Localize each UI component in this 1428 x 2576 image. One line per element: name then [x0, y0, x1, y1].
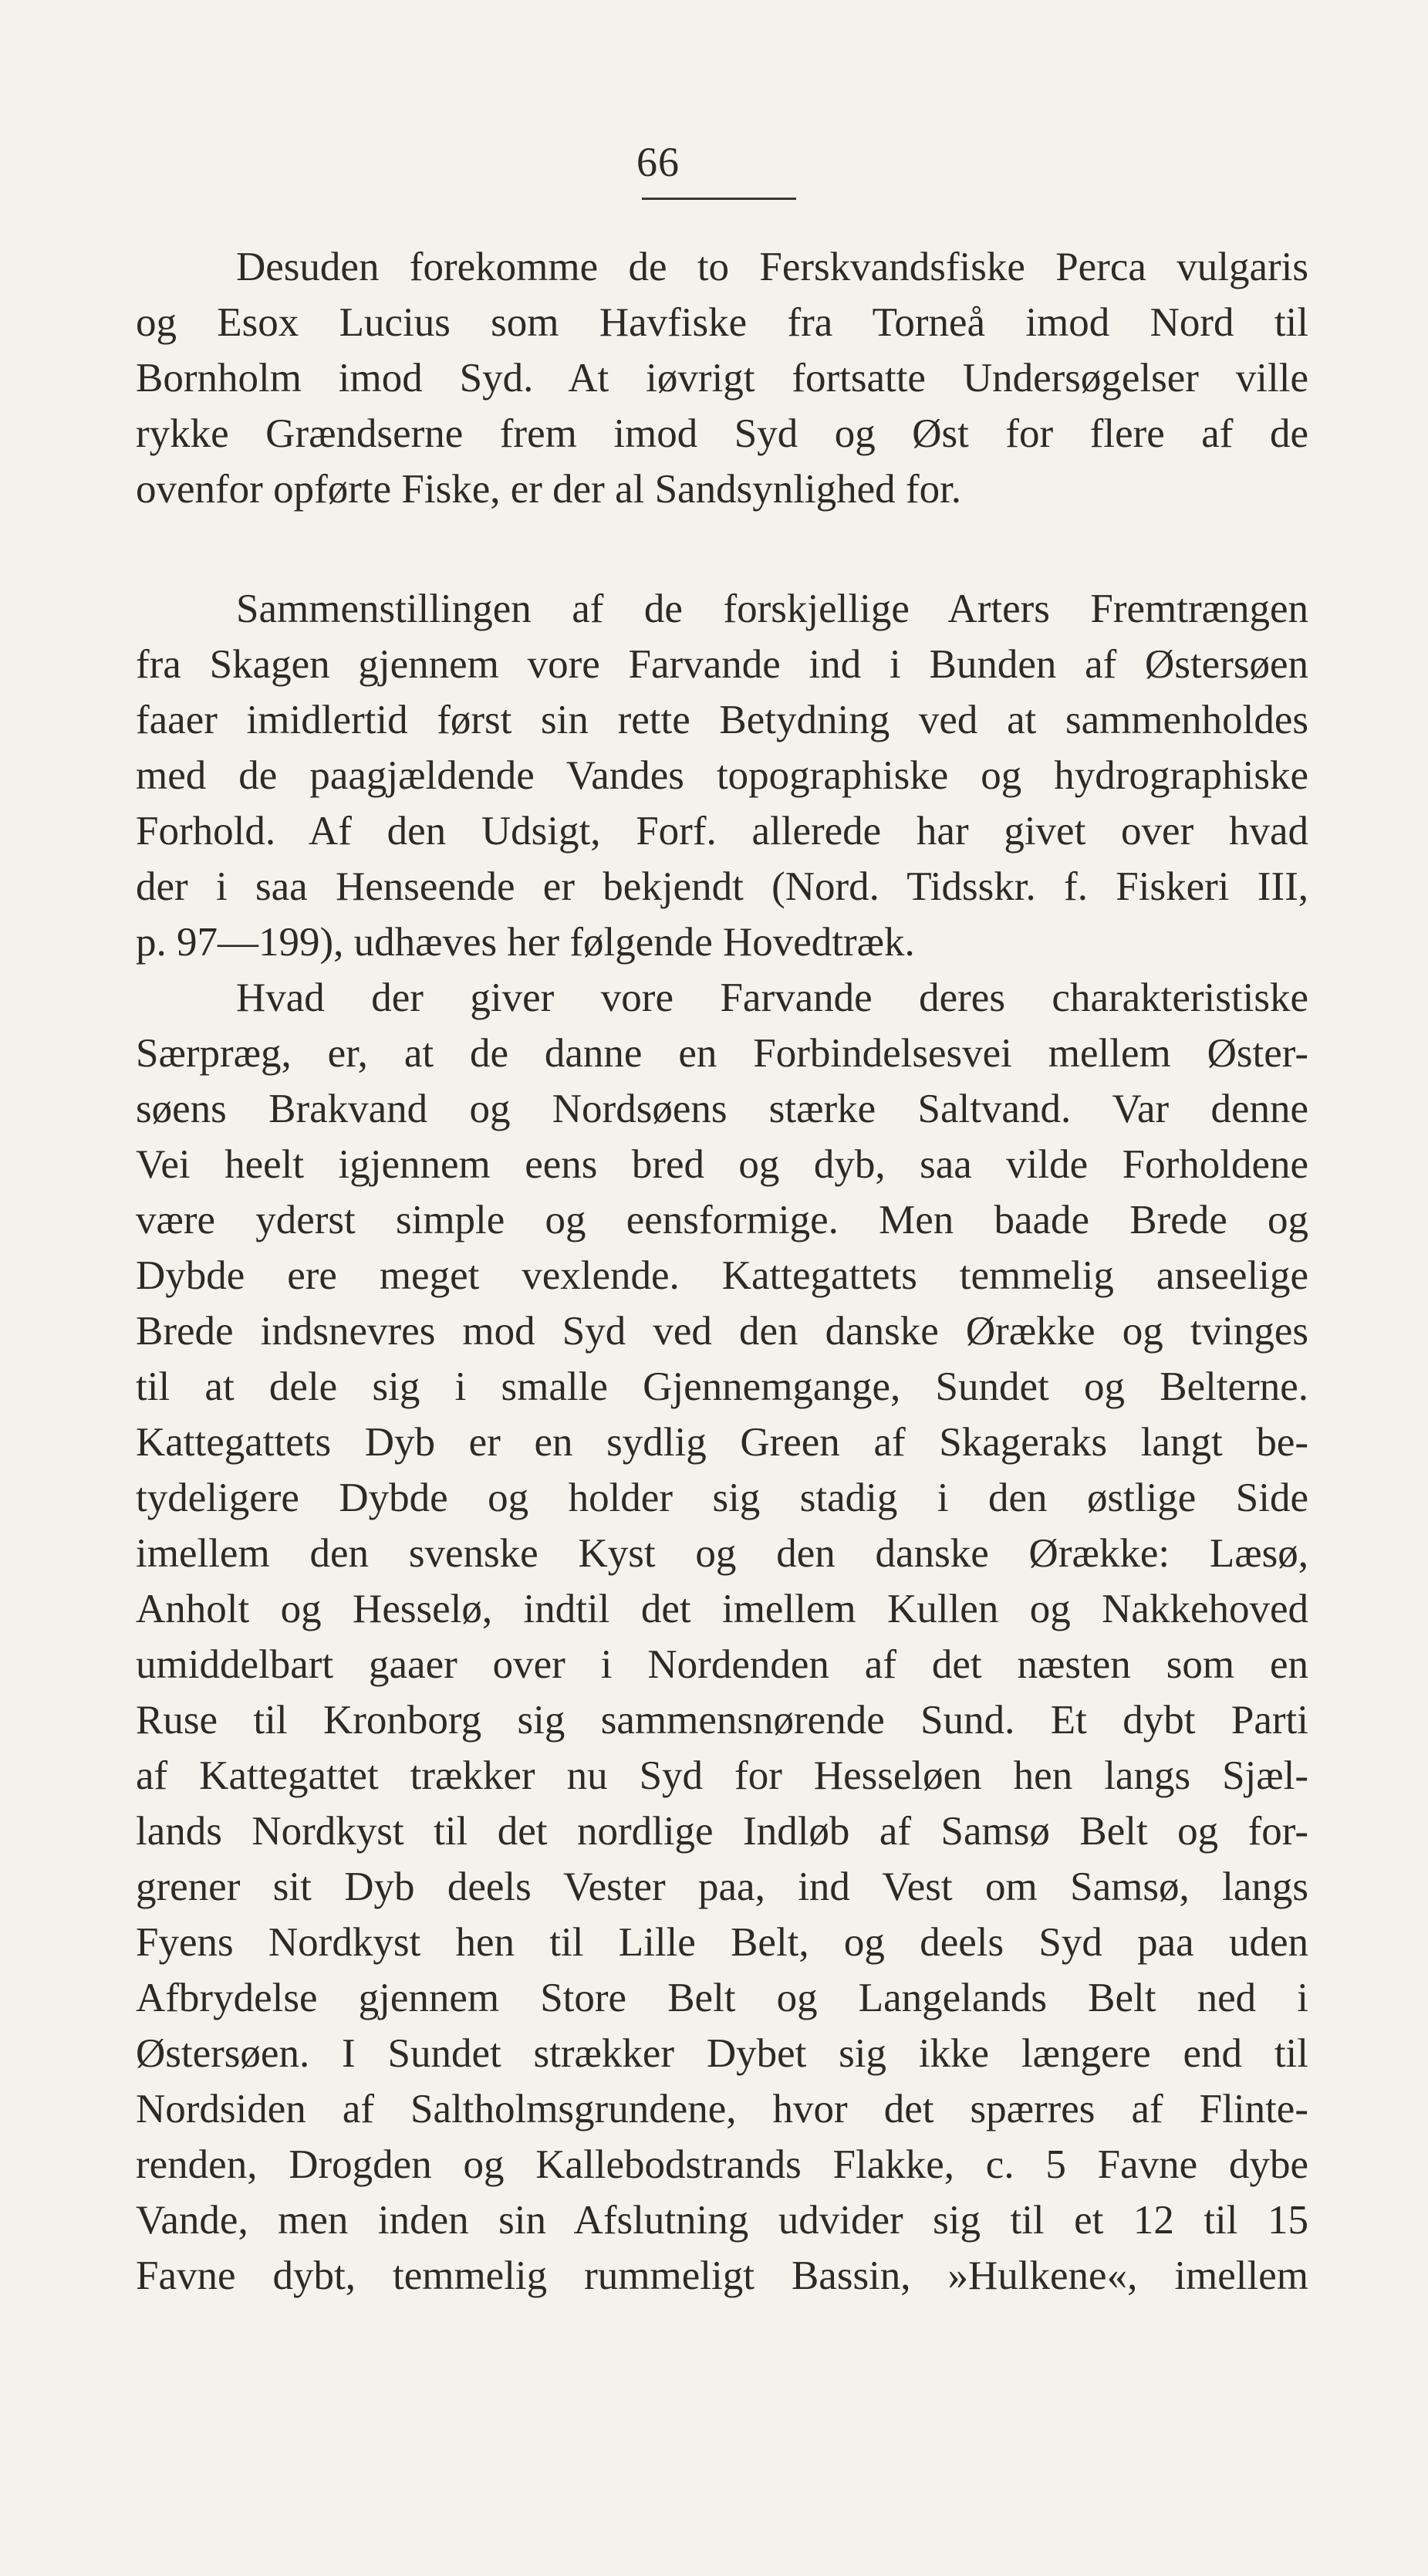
page-number-rule: [642, 198, 796, 200]
text-line: Østersøen. I Sundet strækker Dybet sig ikke længere end til: [136, 2031, 1308, 2076]
text-line: Hvad der giver vore Farvande deres charakteristiske: [236, 975, 1308, 1020]
text-line: Nordsiden af Saltholmsgrundene, hvor det spærres af Flinte-: [136, 2087, 1308, 2131]
text-line: Favne dybt, temmelig rummeligt Bassin, »Hulkene«, imellem: [136, 2253, 1308, 2298]
text-line: Forhold. Af den Udsigt, Forf. allerede har givet over hvad: [136, 809, 1308, 854]
text-line: Fyens Nordkyst hen til Lille Belt, og deels Syd paa uden: [136, 1920, 1308, 1965]
text-line: umiddelbart gaaer over i Nordenden af det næsten som en: [136, 1642, 1308, 1687]
text-line: af Kattegattet trækker nu Syd for Hesseløen hen langs Sjæl-: [136, 1753, 1308, 1798]
text-line: grener sit Dyb deels Vester paa, ind Vest om Samsø, langs: [136, 1864, 1308, 1909]
text-line: med de paagjældende Vandes topographiske og hydrographiske: [136, 753, 1308, 798]
text-line: Kattegattets Dyb er en sydlig Green af Skageraks langt be-: [136, 1420, 1308, 1465]
text-line: imellem den svenske Kyst og den danske Ørække: Læsø,: [136, 1531, 1308, 1576]
text-line: Dybde ere meget vexlende. Kattegattets temmelig anseelige: [136, 1253, 1308, 1298]
text-line: Vei heelt igjennem eens bred og dyb, saa vilde Forholdene: [136, 1142, 1308, 1187]
text-line: Afbrydelse gjennem Store Belt og Langelands Belt ned i: [136, 1976, 1308, 2020]
text-line: fra Skagen gjennem vore Farvande ind i Bunden af Østersøen: [136, 642, 1308, 687]
text-line: Sammenstillingen af de forskjellige Arters Fremtrængen: [236, 587, 1308, 631]
text-line: p. 97—199), udhæves her følgende Hovedtræk.: [136, 920, 915, 965]
text-line: til at dele sig i smalle Gjennemgange, Sundet og Belterne.: [136, 1364, 1308, 1409]
text-line: renden, Drogden og Kallebodstrands Flakke, c. 5 Favne dybe: [136, 2142, 1308, 2187]
text-line: lands Nordkyst til det nordlige Indløb af Samsø Belt og for-: [136, 1809, 1308, 1854]
text-line: Særpræg, er, at de danne en Forbindelsesvei mellem Øster-: [136, 1031, 1308, 1076]
text-line: Desuden forekomme de to Ferskvandsfiske Perca vulgaris: [236, 245, 1308, 289]
text-line: være yderst simple og eensformige. Men baade Brede og: [136, 1198, 1308, 1242]
text-line: Bornholm imod Syd. At iøvrigt fortsatte Undersøgelser ville: [136, 356, 1308, 401]
text-line: Brede indsnevres mod Syd ved den danske Ørække og tvinges: [136, 1309, 1308, 1354]
page-number: 66: [636, 139, 680, 185]
text-line: rykke Grændserne frem imod Syd og Øst for flere af de: [136, 411, 1308, 456]
text-line: søens Brakvand og Nordsøens stærke Saltvand. Var denne: [136, 1087, 1308, 1131]
text-line: der i saa Henseende er bekjendt (Nord. Tidsskr. f. Fiskeri III,: [136, 864, 1308, 909]
text-line: Anholt og Hesselø, indtil det imellem Kullen og Nakkehoved: [136, 1587, 1308, 1631]
text-line: og Esox Lucius som Havfiske fra Torneå imod Nord til: [136, 300, 1308, 345]
text-line: Ruse til Kronborg sig sammensnørende Sund. Et dybt Parti: [136, 1698, 1308, 1743]
text-line: faaer imidlertid først sin rette Betydning ved at sammenholdes: [136, 698, 1308, 742]
text-line: Vande, men inden sin Afslutning udvider sig til et 12 til 15: [136, 2198, 1308, 2243]
text-line: tydeligere Dybde og holder sig stadig i den østlige Side: [136, 1476, 1308, 1520]
text-line: ovenfor opførte Fiske, er der al Sandsynlighed for.: [136, 467, 962, 512]
